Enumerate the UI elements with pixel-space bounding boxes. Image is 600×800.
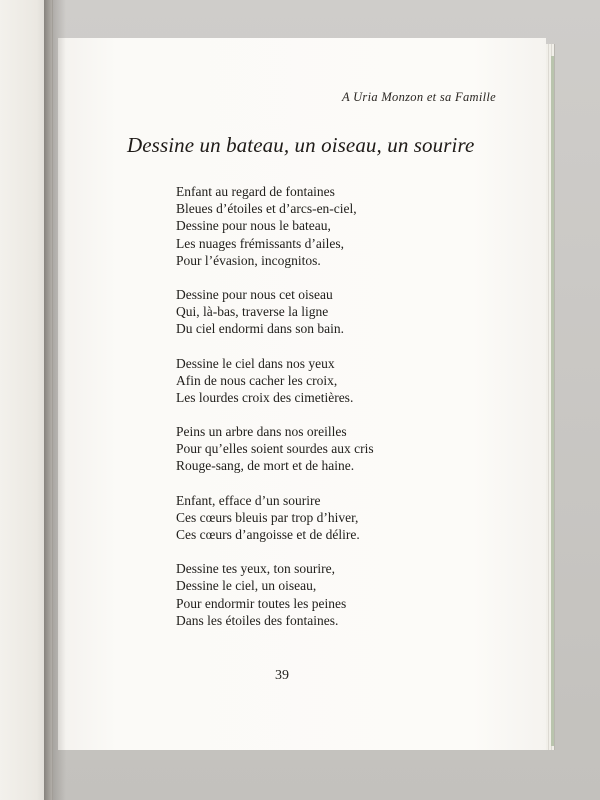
- poem-line: Dans les étoiles des fontaines.: [176, 612, 339, 628]
- poem-title: Dessine un bateau, un oiseau, un sourire: [127, 133, 475, 157]
- poem-line: Qui, là-bas, traverse la ligne: [176, 304, 329, 320]
- page-edge-tint: [551, 56, 554, 746]
- dedication: A Uria Monzon et sa Famille: [341, 90, 496, 104]
- poem-line: Ces cœurs d’angoisse et de délire.: [176, 527, 360, 542]
- poem-body: [176, 183, 476, 646]
- poem-line: Enfant au regard de fontaines: [176, 184, 335, 199]
- poem-line: Les nuages frémissants d’ailes,: [176, 235, 344, 251]
- poem-line: Bleues d’étoiles et d’arcs-en-ciel,: [176, 201, 357, 217]
- poem-line: Afin de nous cacher les croix,: [176, 372, 338, 388]
- poem-line: Ces cœurs bleuis par trop d’hiver,: [176, 509, 359, 525]
- page-number: 39: [275, 668, 289, 683]
- poem-line: Pour endormir toutes les peines: [176, 595, 347, 611]
- poem-line: Du ciel endormi dans son bain.: [176, 321, 344, 337]
- poem-line: Dessine le ciel, un oiseau,: [176, 578, 317, 594]
- stanza: [176, 423, 476, 475]
- stanza: [176, 183, 476, 269]
- poem-line: Peins un arbre dans nos oreilles: [176, 424, 347, 440]
- stanza: [176, 560, 476, 629]
- poem-line: Pour l’évasion, incognitos.: [176, 252, 321, 268]
- poem-line: Dessine tes yeux, ton sourire,: [176, 561, 335, 577]
- poem-line: Les lourdes croix des cimetières.: [176, 389, 354, 405]
- poem-line: Enfant, efface d’un sourire: [176, 492, 321, 508]
- poem-line: Rouge-sang, de mort et de haine.: [176, 458, 355, 474]
- stanza: [176, 492, 476, 544]
- stanza: [176, 355, 476, 407]
- poem-line: Pour qu’elles soient sourdes aux cris: [176, 441, 374, 457]
- poem-line: Dessine pour nous cet oiseau: [176, 286, 333, 302]
- poem-line: Dessine pour nous le bateau,: [176, 218, 331, 234]
- stanza: [176, 286, 476, 338]
- poem-line: Dessine le ciel dans nos yeux: [176, 355, 335, 371]
- spine-shadow: [44, 0, 66, 800]
